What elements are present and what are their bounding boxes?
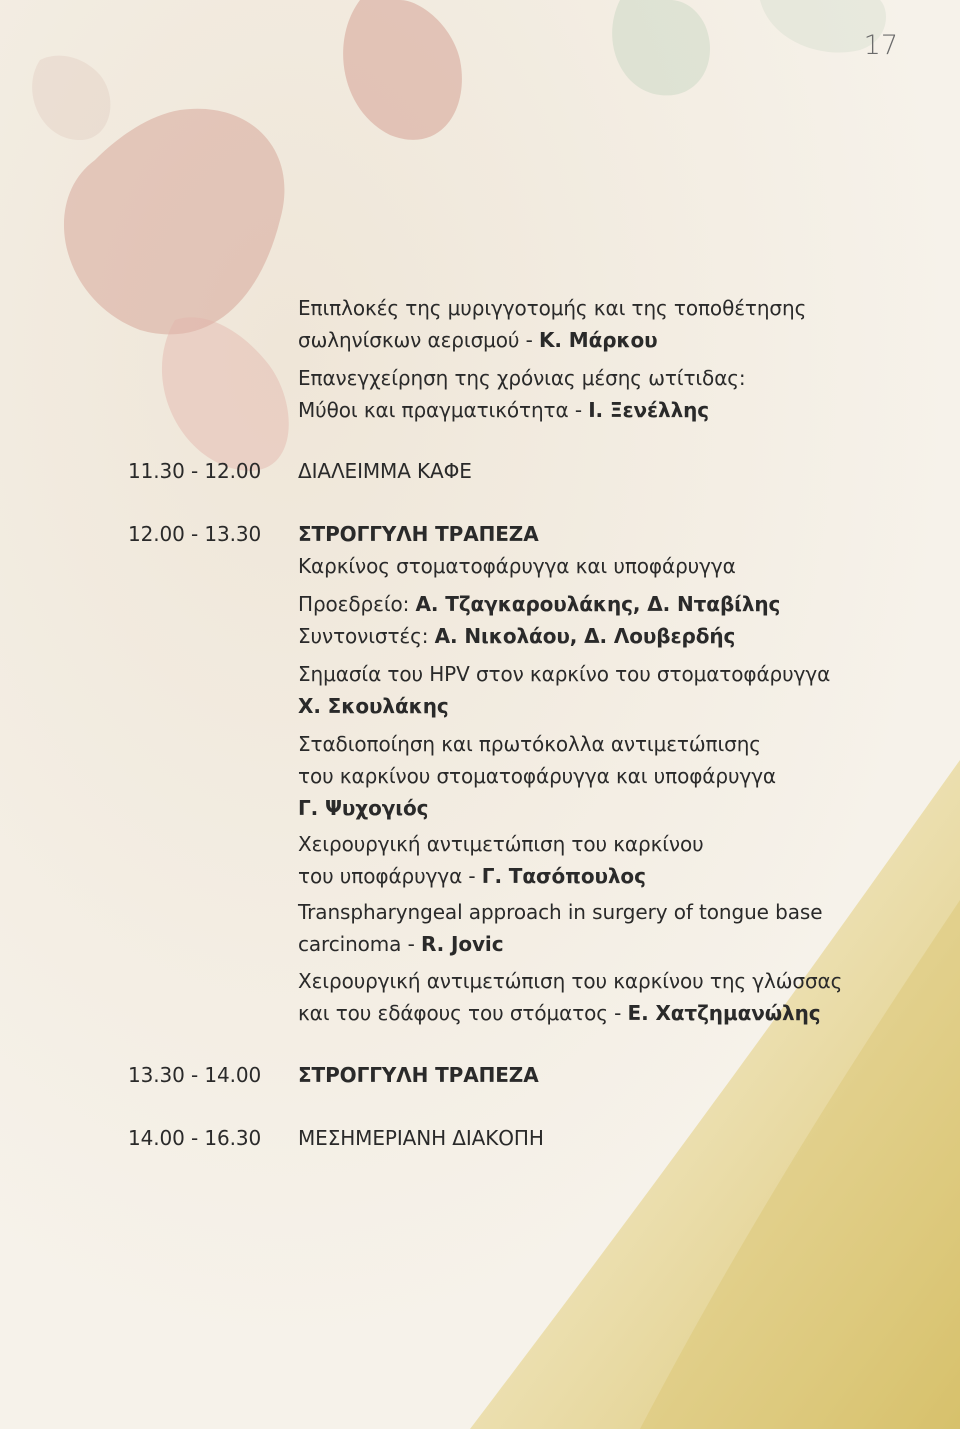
presidium-names: Α. Τζαγκαρουλάκης, Δ. Νταβίλης: [415, 592, 781, 616]
talk-3-title-line1: Χειρουργική αντιμετώπιση του καρκίνου: [298, 832, 704, 856]
talk-5-title-line2: [298, 998, 820, 1028]
page-number: 17: [863, 30, 898, 61]
roundtable2-time: 13.30 - 14.00: [128, 1063, 262, 1087]
presidium-line: [298, 589, 780, 619]
talk-4-title-tail: carcinoma -: [298, 932, 421, 956]
roundtable-time: 12.00 - 13.30: [128, 522, 262, 546]
item-2-speaker: Ι. Ξενέλλης: [588, 398, 710, 422]
roundtable2-title: ΣΤΡΟΓΓΥΛΗ ΤΡΑΠΕΖΑ: [298, 1063, 539, 1087]
item-2-title-line2: [298, 395, 709, 425]
talk-5-title-tail: και του εδάφους του στόματος -: [298, 1001, 628, 1025]
presidium-label: Προεδρείο:: [298, 592, 416, 616]
break-time: 11.30 - 12.00: [128, 459, 262, 483]
talk-5-title-line1: Χειρουργική αντιμετώπιση του καρκίνου της γλώσσας: [298, 969, 843, 993]
talk-2-title-line2: του καρκίνου στοματοφάρυγγα και υποφάρυγγα: [298, 764, 777, 788]
coordinators-names: Α. Νικολάου, Δ. Λουβερδής: [434, 624, 736, 648]
roundtable-title: ΣΤΡΟΓΓΥΛΗ ΤΡΑΠΕΖΑ: [298, 522, 539, 546]
item-1-title-tail: σωληνίσκων αερισμού -: [298, 328, 540, 352]
talk-2-speaker: Γ. Ψυχογιός: [298, 796, 429, 820]
talk-1-speaker: Χ. Σκουλάκης: [298, 694, 449, 718]
talk-4-title-line2: [298, 929, 503, 959]
talk-3-title-line2: [298, 861, 646, 891]
lunch-label: ΜΕΣΗΜΕΡΙΑΝΗ ΔΙΑΚΟΠΗ: [298, 1126, 544, 1150]
item-1-title-line2: [298, 325, 658, 355]
talk-4-title-line1: Transpharyngeal approach in surgery of tongue base: [298, 900, 823, 924]
talk-4-speaker: R. Jovic: [420, 932, 504, 956]
item-1-speaker: Κ. Μάρκου: [539, 328, 658, 352]
roundtable-subtitle: Καρκίνος στοματοφάρυγγα και υποφάρυγγα: [298, 554, 736, 578]
item-2-title-tail: Μύθοι και πραγματικότητα -: [298, 398, 589, 422]
item-1-title-line1: Επιπλοκές της μυριγγοτομής και της τοποθέτησης: [298, 296, 807, 320]
coordinators-line: [298, 621, 735, 651]
break-label: ΔΙΑΛΕΙΜΜΑ ΚΑΦΕ: [298, 459, 472, 483]
talk-2-title-line1: Σταδιοποίηση και πρωτόκολλα αντιμετώπισης: [298, 732, 761, 756]
talk-3-speaker: Γ. Τασόπουλος: [481, 864, 646, 888]
talk-3-title-tail: του υποφάρυγγα -: [298, 864, 482, 888]
lunch-time: 14.00 - 16.30: [128, 1126, 262, 1150]
talk-1-title: Σημασία του HPV στον καρκίνο του στοματοφάρυγγα: [298, 662, 831, 686]
item-2-title-line1: Επανεγχείρηση της χρόνιας μέσης ωτίτιδας:: [298, 366, 746, 390]
coordinators-label: Συντονιστές:: [298, 624, 435, 648]
talk-5-speaker: Ε. Χατζημανώλης: [627, 1001, 821, 1025]
